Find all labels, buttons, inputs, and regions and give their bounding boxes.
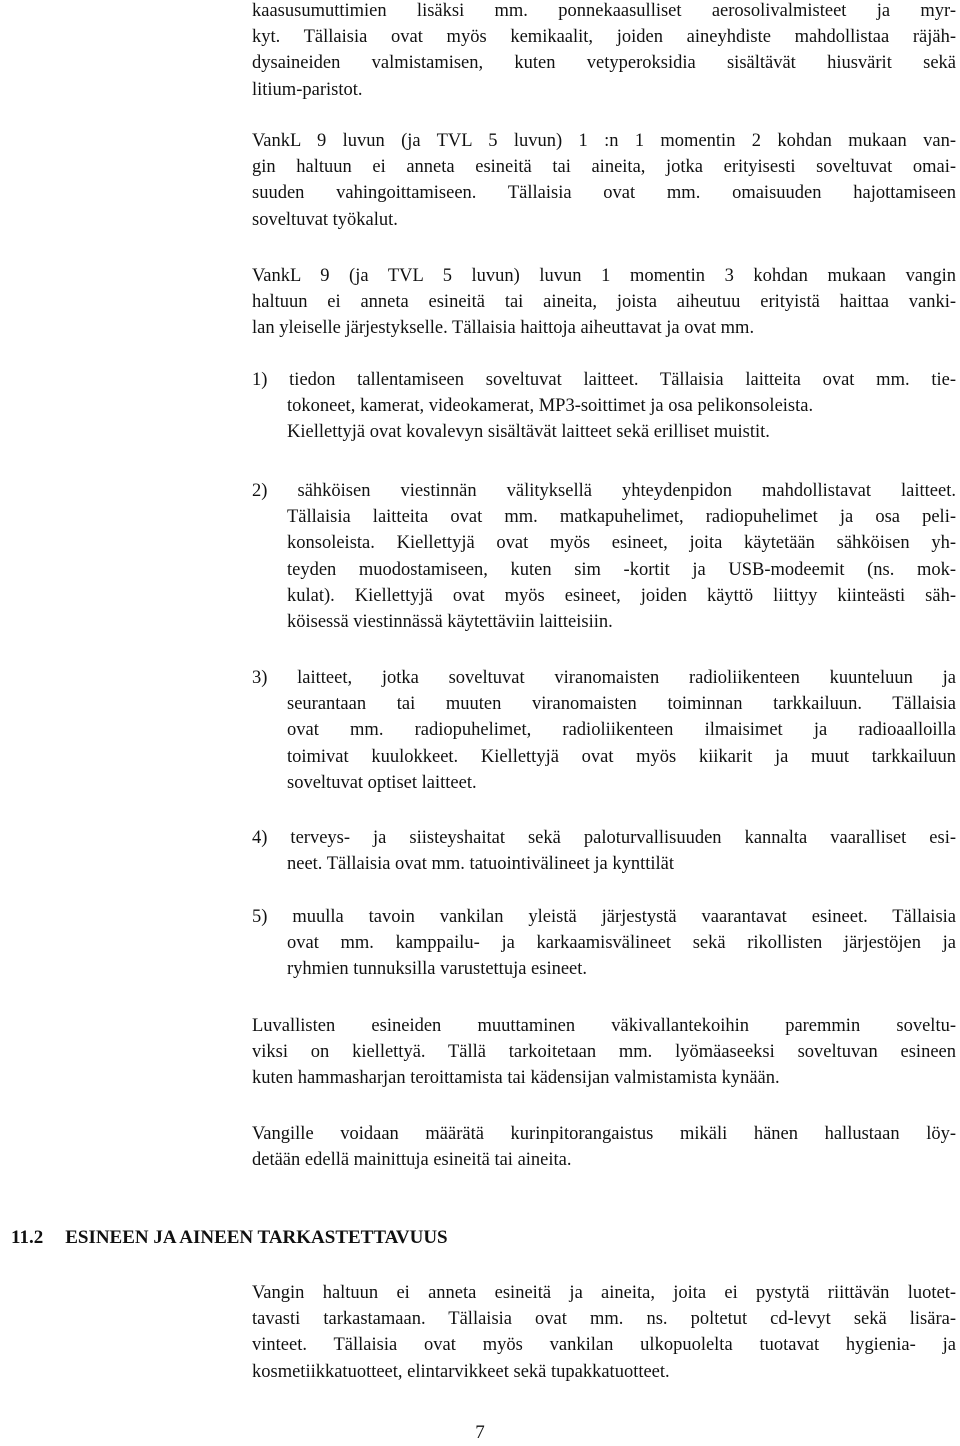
text-line: tavasti tarkastamaan. Tällaisia ovat mm. ns. poltetut cd-levyt sekä lisära- [252, 1309, 956, 1330]
text-line: teyden muodostamiseen, kuten sim -kortit ja USB-modeemit (ns. mok- [287, 559, 956, 580]
paragraph-modification [252, 1013, 956, 1092]
list-item-health-fire-hazards [252, 825, 956, 877]
section-heading [11, 1224, 448, 1252]
paragraph-disciplinary [252, 1121, 956, 1173]
text-line: 5) muulla tavoin vankilan yleistä järjestystä vaarantavat esineet. Tällaisia [252, 907, 956, 927]
text-line: konsoleista. Kiellettyjä ovat myös esineet, joita käytetään sähköisen yh- [287, 533, 956, 554]
text-line: viksi on kiellettyä. Tällä tarkoitetaan mm. lyömäaseeksi soveltuvan esineen [252, 1042, 956, 1063]
text-line: Vangille voidaan määrätä kurinpitorangaistus mikäli hänen hallustaan löy- [252, 1124, 956, 1144]
list-item-surveillance-devices [252, 665, 956, 796]
text-line: tokoneet, kamerat, videokamerat, MP3-soittimet ja osa pelikonsoleista. [287, 396, 814, 417]
section-title: ESINEEN JA AINEEN TARKASTETTAVUUS [65, 1227, 448, 1248]
text-line: dysaineiden valmistamisen, kuten vetyperoksidia sisältävät hiusvärit sekä [252, 53, 956, 74]
text-line: 3) laitteet, jotka soveltuvat viranomaisten radioliikenteen kuunteluun ja [252, 668, 956, 688]
text-line: seurantaan tai muuten viranomaisten toiminnan tarkkailuun. Tällaisia [287, 694, 956, 715]
text-line: toimivat kuulokkeet. Kiellettyjä ovat myös kiikarit ja muut tarkkailuun [287, 746, 956, 767]
text-line: vinteet. Tällaisia ovat myös vankilan ulkopuolelta tuotavat hygienia- ja [252, 1335, 956, 1356]
text-line: litium-paristot. [252, 79, 363, 100]
list-item-order-endangering [252, 904, 956, 983]
list-item-recording-devices [252, 367, 956, 446]
text-line: köisessä viestinnässä käytettäviin laitteisiin. [287, 612, 613, 633]
text-line: Tällaisia laitteita ovat mm. matkapuhelimet, radiopuhelimet ja osa peli- [287, 507, 956, 528]
text-line: ovat mm. radiopuhelimet, radioliikenteen ilmaisimet ja radioaalloilla [287, 720, 956, 741]
page-number: 7 [475, 1422, 485, 1443]
text-line: kulat). Kiellettyjä ovat myös esineet, joiden käyttö liittyy kiinteästi säh- [287, 585, 956, 606]
text-line: lan yleiselle järjestykselle. Tällaisia haittoja aiheuttavat ja ovat mm. [252, 318, 755, 339]
section-number: 11.2 [11, 1227, 44, 1248]
text-line: gin haltuun ei anneta esineitä tai aineita, jotka erityisesti soveltuvat omai- [252, 157, 956, 178]
text-line: suuden vahingoittamiseen. Tällaisia ovat mm. omaisuuden hajottamiseen [252, 183, 956, 204]
text-line: VankL 9 luvun (ja TVL 5 luvun) 1 :n 1 momentin 2 kohdan mukaan van- [252, 131, 956, 151]
text-line: Luvallisten esineiden muuttaminen väkivallantekoihin paremmin soveltu- [252, 1016, 956, 1036]
paragraph-general-order [252, 263, 956, 342]
text-line: neet. Tällaisia ovat mm. tatuointivälineet ja kynttilät [287, 854, 675, 875]
text-line: 1) tiedon tallentamiseen soveltuvat laitteet. Tällaisia laitteita ovat mm. tie- [252, 370, 956, 390]
text-line: Kiellettyjä ovat kovalevyn sisältävät laitteet sekä erilliset muistit. [287, 422, 770, 443]
text-line: Vangin haltuun ei anneta esineitä ja aineita, joita ei pystytä riittävän luotet- [252, 1283, 956, 1303]
text-line: detään edellä mainittuja esineitä tai aineita. [252, 1150, 572, 1171]
list-item-communication-devices [252, 478, 956, 635]
text-line: 2) sähköisen viestinnän välityksellä yhteydenpidon mahdollistavat laitteet. [252, 481, 956, 501]
text-line: kaasusumuttimien lisäksi mm. ponnekaasulliset aerosolivalmisteet ja myr- [252, 1, 956, 21]
text-line: haltuun ei anneta esineitä tai aineita, joista aiheutuu erityistä haittaa vanki- [252, 292, 956, 313]
text-line: kosmetiikkatuotteet, elintarvikkeet sekä tupakkatuotteet. [252, 1361, 670, 1382]
text-line: ovat mm. kamppailu- ja karkaamisvälineet sekä rikollisten järjestöjen ja [287, 933, 956, 954]
text-line: kuten hammasharjan teroittamista tai kädensijan valmistamista kynään. [252, 1068, 780, 1089]
text-line: ryhmien tunnuksilla varustettuja esineet. [287, 959, 588, 980]
paragraph-aerosols [252, 0, 956, 103]
text-line: VankL 9 (ja TVL 5 luvun) luvun 1 momentin 3 kohdan mukaan vangin [252, 266, 956, 286]
text-line: 4) terveys- ja siisteyshaitat sekä paloturvallisuuden kannalta vaaralliset esi- [252, 828, 956, 848]
paragraph-property-damage [252, 128, 956, 233]
text-line: soveltuvat optiset laitteet. [287, 772, 477, 793]
text-line: kyt. Tällaisia ovat myös kemikaalit, joiden aineyhdiste mahdollistaa räjäh- [252, 27, 956, 48]
paragraph-inspectability [252, 1280, 956, 1385]
text-line: soveltuvat työkalut. [252, 209, 398, 230]
